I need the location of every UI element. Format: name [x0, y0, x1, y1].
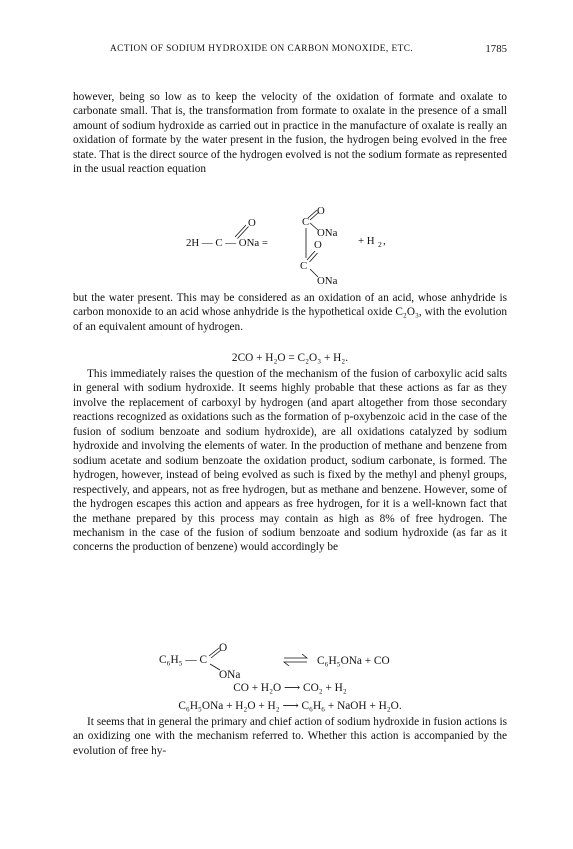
paragraph-2	[73, 291, 507, 334]
eq1-double-bond-right-a	[308, 210, 317, 218]
equation-3-structural	[159, 638, 449, 680]
eq1-o-right: O	[317, 205, 325, 217]
eq1-o-mid: O	[314, 239, 322, 251]
eq1-o-left: O	[248, 217, 256, 229]
equation-2	[73, 351, 507, 365]
eq3-right: C₆H₅ONa + CO	[317, 655, 390, 667]
paragraph-3	[73, 367, 507, 555]
eq1-comma: ,	[383, 235, 386, 247]
paragraph-4-text: It seems that in general the primary and chief action of sodium hydroxide in fusion actions is an oxidizing one with the mechanism referred to. Whether this action is accompanied by the evolution of free hy-	[73, 716, 507, 757]
equation-4-text: CO + H₂O ⟶ CO₂ + H₂	[233, 682, 347, 694]
eq1-plus-h: + H	[358, 235, 375, 247]
equation-5	[73, 699, 507, 713]
equation-4	[73, 681, 507, 695]
eq1-bond-mid-o-b	[310, 253, 318, 262]
eq3-equilibrium-arrow	[284, 654, 307, 666]
paragraph-4	[73, 715, 507, 758]
eq1-bond-mid-o-a	[307, 251, 315, 260]
eq3-ona: ONa	[219, 669, 241, 681]
eq1-ona-upper: ONa	[317, 227, 338, 239]
eq1-c-upper: C	[302, 216, 310, 228]
running-header	[73, 44, 507, 58]
equation-2-text: 2CO + H₂O = C₂O₃ + H₂.	[231, 352, 349, 364]
eq3-double-bond-a	[209, 648, 219, 656]
page-number: 1785	[485, 43, 507, 55]
eq1-h-sub: 2	[378, 240, 382, 249]
paragraph-1-text: however, being so low as to keep the velocity of the oxidation of formate and oxalate to carbonate small. That is, the transformation from formate to oxalate in the presence of a small amount of sodium hydroxide as carried out in practice in the manufacture of oxalate is really an oxidation of formate by the water present in the fusion, the hydrogen being evolved in the free state. That is the direct source of the hydrogen evolved is not the sodium formate as represented in the usual reaction equation	[73, 91, 507, 176]
equation-5-text: C₆H₅ONa + H₂O + H₂ ⟶ C₆H₆ + NaOH + H₂O.	[178, 700, 402, 712]
equation-1-structural	[186, 205, 406, 287]
paragraph-2-text: but the water present. This may be considered as an oxidation of an acid, whose anhydride is carbon monoxide to an acid whose anhydride is the hypothetical oxide C₂O₃, with the evolution of an equivalent amount of hydrogen.	[73, 292, 507, 333]
eq3-left: C₆H₅ — C	[159, 654, 208, 666]
paragraph-3-text: This immediately raises the question of the mechanism of the fusion of carboxylic acid salts in general with sodium hydroxide. It seems highly probable that these actions as far as they involve the replacement of carboxyl by hydrogen (and apart altogether from those secondary reactions recognized as oxidations such as the formation of p-oxybenzoic acid in the case of the fusion of sodium benzoate and sodium hydroxide), are all oxidations catalyzed by sodium hydroxide and involving the elements of water. In the production of methane and benzene from sodium acetate and sodium benzoate the oxidation product, sodium carbonate, is formed. The hydrogen, however, instead of being evolved as such is fixed by the methyl and phenyl groups, respectively, and appears, not as free hydrogen, but as methane and benzene. However, some of the hydrogen escapes this action and appears as free hydrogen, for it is a well-known fact that the methane prepared by this process may contain as high as 8% of free hydrogen. The mechanism in the case of the fusion of sodium benzoate and sodium hydroxide (as far as it concerns the production of benzene) would accordingly be	[73, 368, 507, 554]
running-title: ACTION OF SODIUM HYDROXIDE ON CARBON MONOXIDE, ETC.	[110, 44, 414, 54]
eq3-o: O	[219, 642, 228, 654]
eq1-ona-lower: ONa	[317, 275, 338, 287]
eq1-c-lower: C	[300, 260, 308, 272]
eq1-left: 2H — C — ONa =	[186, 237, 268, 249]
paragraph-1	[73, 90, 507, 177]
